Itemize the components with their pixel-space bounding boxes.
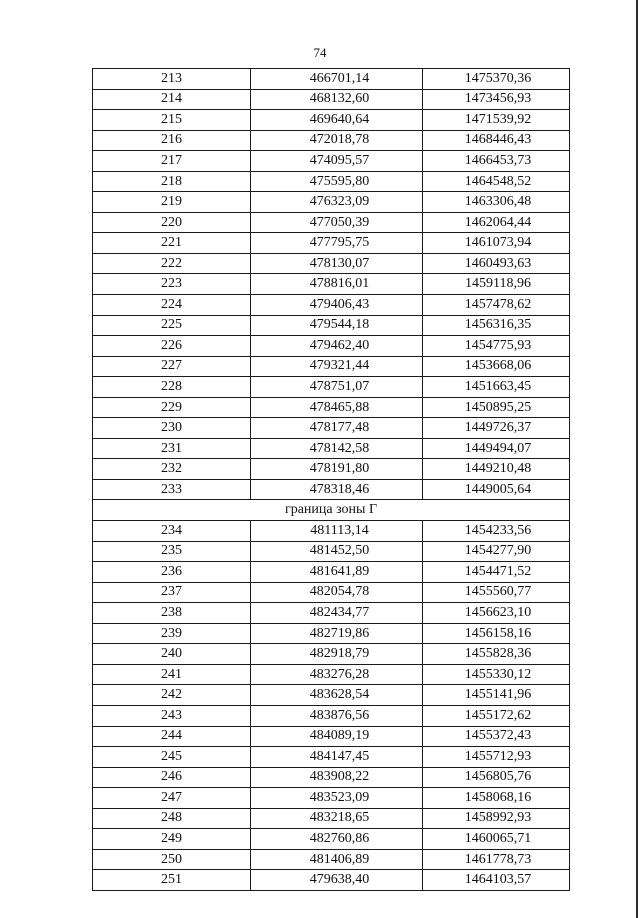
y-coordinate-cell: 1464103,57 xyxy=(423,870,570,891)
page-number: 74 xyxy=(313,45,327,60)
x-coordinate-cell: 475595,80 xyxy=(251,171,423,192)
x-coordinate-cell: 481406,89 xyxy=(251,849,423,870)
x-coordinate-cell: 483276,28 xyxy=(251,664,423,685)
table-row xyxy=(93,747,570,768)
x-coordinate-cell: 479638,40 xyxy=(251,870,423,891)
y-coordinate-cell: 1455828,36 xyxy=(423,644,570,665)
x-coordinate-cell: 482434,77 xyxy=(251,603,423,624)
point-number-cell: 226 xyxy=(93,336,251,357)
point-number-cell: 247 xyxy=(93,788,251,809)
point-number-cell: 243 xyxy=(93,705,251,726)
table-row xyxy=(93,110,570,131)
point-number-cell: 215 xyxy=(93,110,251,131)
y-coordinate-cell: 1456158,16 xyxy=(423,623,570,644)
x-coordinate-cell: 484147,45 xyxy=(251,747,423,768)
point-number-cell: 244 xyxy=(93,726,251,747)
x-coordinate-cell: 472018,78 xyxy=(251,130,423,151)
point-number-cell: 217 xyxy=(93,151,251,172)
y-coordinate-cell: 1456623,10 xyxy=(423,603,570,624)
y-coordinate-cell: 1454471,52 xyxy=(423,562,570,583)
point-number-cell: 225 xyxy=(93,315,251,336)
y-coordinate-cell: 1462064,44 xyxy=(423,212,570,233)
x-coordinate-cell: 479406,43 xyxy=(251,295,423,316)
x-coordinate-cell: 483523,09 xyxy=(251,788,423,809)
table-row xyxy=(93,582,570,603)
y-coordinate-cell: 1456316,35 xyxy=(423,315,570,336)
x-coordinate-cell: 482719,86 xyxy=(251,623,423,644)
x-coordinate-cell: 479544,18 xyxy=(251,315,423,336)
y-coordinate-cell: 1458068,16 xyxy=(423,788,570,809)
y-coordinate-cell: 1456805,76 xyxy=(423,767,570,788)
point-number-cell: 240 xyxy=(93,644,251,665)
table-row xyxy=(93,541,570,562)
point-number-cell: 227 xyxy=(93,356,251,377)
point-number-cell: 224 xyxy=(93,295,251,316)
section-title: граница зоны Г xyxy=(93,500,570,521)
point-number-cell: 251 xyxy=(93,870,251,891)
x-coordinate-cell: 477795,75 xyxy=(251,233,423,254)
table-row xyxy=(93,479,570,500)
table-row xyxy=(93,233,570,254)
x-coordinate-cell: 478318,46 xyxy=(251,479,423,500)
table-row xyxy=(93,212,570,233)
y-coordinate-cell: 1475370,36 xyxy=(423,69,570,90)
table-row xyxy=(93,253,570,274)
coordinates-table-body xyxy=(93,69,570,891)
table-row xyxy=(93,151,570,172)
coordinates-table xyxy=(92,68,570,891)
point-number-cell: 214 xyxy=(93,89,251,110)
table-row xyxy=(93,397,570,418)
table-row xyxy=(93,870,570,891)
y-coordinate-cell: 1460493,63 xyxy=(423,253,570,274)
x-coordinate-cell: 474095,57 xyxy=(251,151,423,172)
x-coordinate-cell: 478130,07 xyxy=(251,253,423,274)
y-coordinate-cell: 1455560,77 xyxy=(423,582,570,603)
y-coordinate-cell: 1455712,93 xyxy=(423,747,570,768)
table-row xyxy=(93,726,570,747)
x-coordinate-cell: 482918,79 xyxy=(251,644,423,665)
x-coordinate-cell: 478751,07 xyxy=(251,377,423,398)
x-coordinate-cell: 482760,86 xyxy=(251,829,423,850)
table-row xyxy=(93,788,570,809)
table-row xyxy=(93,685,570,706)
table-row xyxy=(93,130,570,151)
point-number-cell: 236 xyxy=(93,562,251,583)
point-number-cell: 232 xyxy=(93,459,251,480)
table-row xyxy=(93,623,570,644)
table-row xyxy=(93,418,570,439)
table-row xyxy=(93,377,570,398)
y-coordinate-cell: 1449210,48 xyxy=(423,459,570,480)
x-coordinate-cell: 483628,54 xyxy=(251,685,423,706)
table-row xyxy=(93,438,570,459)
table-row xyxy=(93,705,570,726)
point-number-cell: 250 xyxy=(93,849,251,870)
y-coordinate-cell: 1461778,73 xyxy=(423,849,570,870)
point-number-cell: 223 xyxy=(93,274,251,295)
point-number-cell: 242 xyxy=(93,685,251,706)
x-coordinate-cell: 481641,89 xyxy=(251,562,423,583)
x-coordinate-cell: 479462,40 xyxy=(251,336,423,357)
x-coordinate-cell: 481113,14 xyxy=(251,521,423,542)
x-coordinate-cell: 478191,80 xyxy=(251,459,423,480)
y-coordinate-cell: 1454277,90 xyxy=(423,541,570,562)
table-row xyxy=(93,664,570,685)
x-coordinate-cell: 483908,22 xyxy=(251,767,423,788)
point-number-cell: 213 xyxy=(93,69,251,90)
section-row xyxy=(93,500,570,521)
point-number-cell: 235 xyxy=(93,541,251,562)
point-number-cell: 249 xyxy=(93,829,251,850)
table-row xyxy=(93,849,570,870)
table-row xyxy=(93,808,570,829)
x-coordinate-cell: 478177,48 xyxy=(251,418,423,439)
y-coordinate-cell: 1455172,62 xyxy=(423,705,570,726)
x-coordinate-cell: 481452,50 xyxy=(251,541,423,562)
point-number-cell: 245 xyxy=(93,747,251,768)
table-row xyxy=(93,336,570,357)
table-row xyxy=(93,829,570,850)
point-number-cell: 231 xyxy=(93,438,251,459)
table-row xyxy=(93,356,570,377)
point-number-cell: 246 xyxy=(93,767,251,788)
y-coordinate-cell: 1457478,62 xyxy=(423,295,570,316)
point-number-cell: 241 xyxy=(93,664,251,685)
y-coordinate-cell: 1471539,92 xyxy=(423,110,570,131)
y-coordinate-cell: 1458992,93 xyxy=(423,808,570,829)
point-number-cell: 219 xyxy=(93,192,251,213)
point-number-cell: 218 xyxy=(93,171,251,192)
table-row xyxy=(93,192,570,213)
table-row xyxy=(93,89,570,110)
table-row xyxy=(93,315,570,336)
point-number-cell: 239 xyxy=(93,623,251,644)
x-coordinate-cell: 469640,64 xyxy=(251,110,423,131)
y-coordinate-cell: 1459118,96 xyxy=(423,274,570,295)
y-coordinate-cell: 1454233,56 xyxy=(423,521,570,542)
y-coordinate-cell: 1449726,37 xyxy=(423,418,570,439)
x-coordinate-cell: 478465,88 xyxy=(251,397,423,418)
x-coordinate-cell: 479321,44 xyxy=(251,356,423,377)
x-coordinate-cell: 477050,39 xyxy=(251,212,423,233)
x-coordinate-cell: 476323,09 xyxy=(251,192,423,213)
x-coordinate-cell: 483218,65 xyxy=(251,808,423,829)
table-row xyxy=(93,603,570,624)
y-coordinate-cell: 1460065,71 xyxy=(423,829,570,850)
table-row xyxy=(93,295,570,316)
y-coordinate-cell: 1455330,12 xyxy=(423,664,570,685)
point-number-cell: 234 xyxy=(93,521,251,542)
y-coordinate-cell: 1464548,52 xyxy=(423,171,570,192)
point-number-cell: 230 xyxy=(93,418,251,439)
x-coordinate-cell: 483876,56 xyxy=(251,705,423,726)
point-number-cell: 238 xyxy=(93,603,251,624)
table-row xyxy=(93,562,570,583)
y-coordinate-cell: 1461073,94 xyxy=(423,233,570,254)
y-coordinate-cell: 1463306,48 xyxy=(423,192,570,213)
table-row xyxy=(93,644,570,665)
point-number-cell: 248 xyxy=(93,808,251,829)
point-number-cell: 228 xyxy=(93,377,251,398)
x-coordinate-cell: 468132,60 xyxy=(251,89,423,110)
scan-edge xyxy=(636,0,638,918)
point-number-cell: 221 xyxy=(93,233,251,254)
point-number-cell: 220 xyxy=(93,212,251,233)
y-coordinate-cell: 1468446,43 xyxy=(423,130,570,151)
point-number-cell: 216 xyxy=(93,130,251,151)
y-coordinate-cell: 1453668,06 xyxy=(423,356,570,377)
table-row xyxy=(93,521,570,542)
point-number-cell: 222 xyxy=(93,253,251,274)
table-row xyxy=(93,767,570,788)
y-coordinate-cell: 1473456,93 xyxy=(423,89,570,110)
y-coordinate-cell: 1451663,45 xyxy=(423,377,570,398)
y-coordinate-cell: 1455141,96 xyxy=(423,685,570,706)
table-row xyxy=(93,171,570,192)
y-coordinate-cell: 1455372,43 xyxy=(423,726,570,747)
y-coordinate-cell: 1449494,07 xyxy=(423,438,570,459)
y-coordinate-cell: 1466453,73 xyxy=(423,151,570,172)
point-number-cell: 229 xyxy=(93,397,251,418)
x-coordinate-cell: 478816,01 xyxy=(251,274,423,295)
x-coordinate-cell: 482054,78 xyxy=(251,582,423,603)
table-row xyxy=(93,459,570,480)
x-coordinate-cell: 466701,14 xyxy=(251,69,423,90)
y-coordinate-cell: 1449005,64 xyxy=(423,479,570,500)
y-coordinate-cell: 1450895,25 xyxy=(423,397,570,418)
table-row xyxy=(93,274,570,295)
point-number-cell: 233 xyxy=(93,479,251,500)
x-coordinate-cell: 484089,19 xyxy=(251,726,423,747)
x-coordinate-cell: 478142,58 xyxy=(251,438,423,459)
y-coordinate-cell: 1454775,93 xyxy=(423,336,570,357)
table-row xyxy=(93,69,570,90)
point-number-cell: 237 xyxy=(93,582,251,603)
